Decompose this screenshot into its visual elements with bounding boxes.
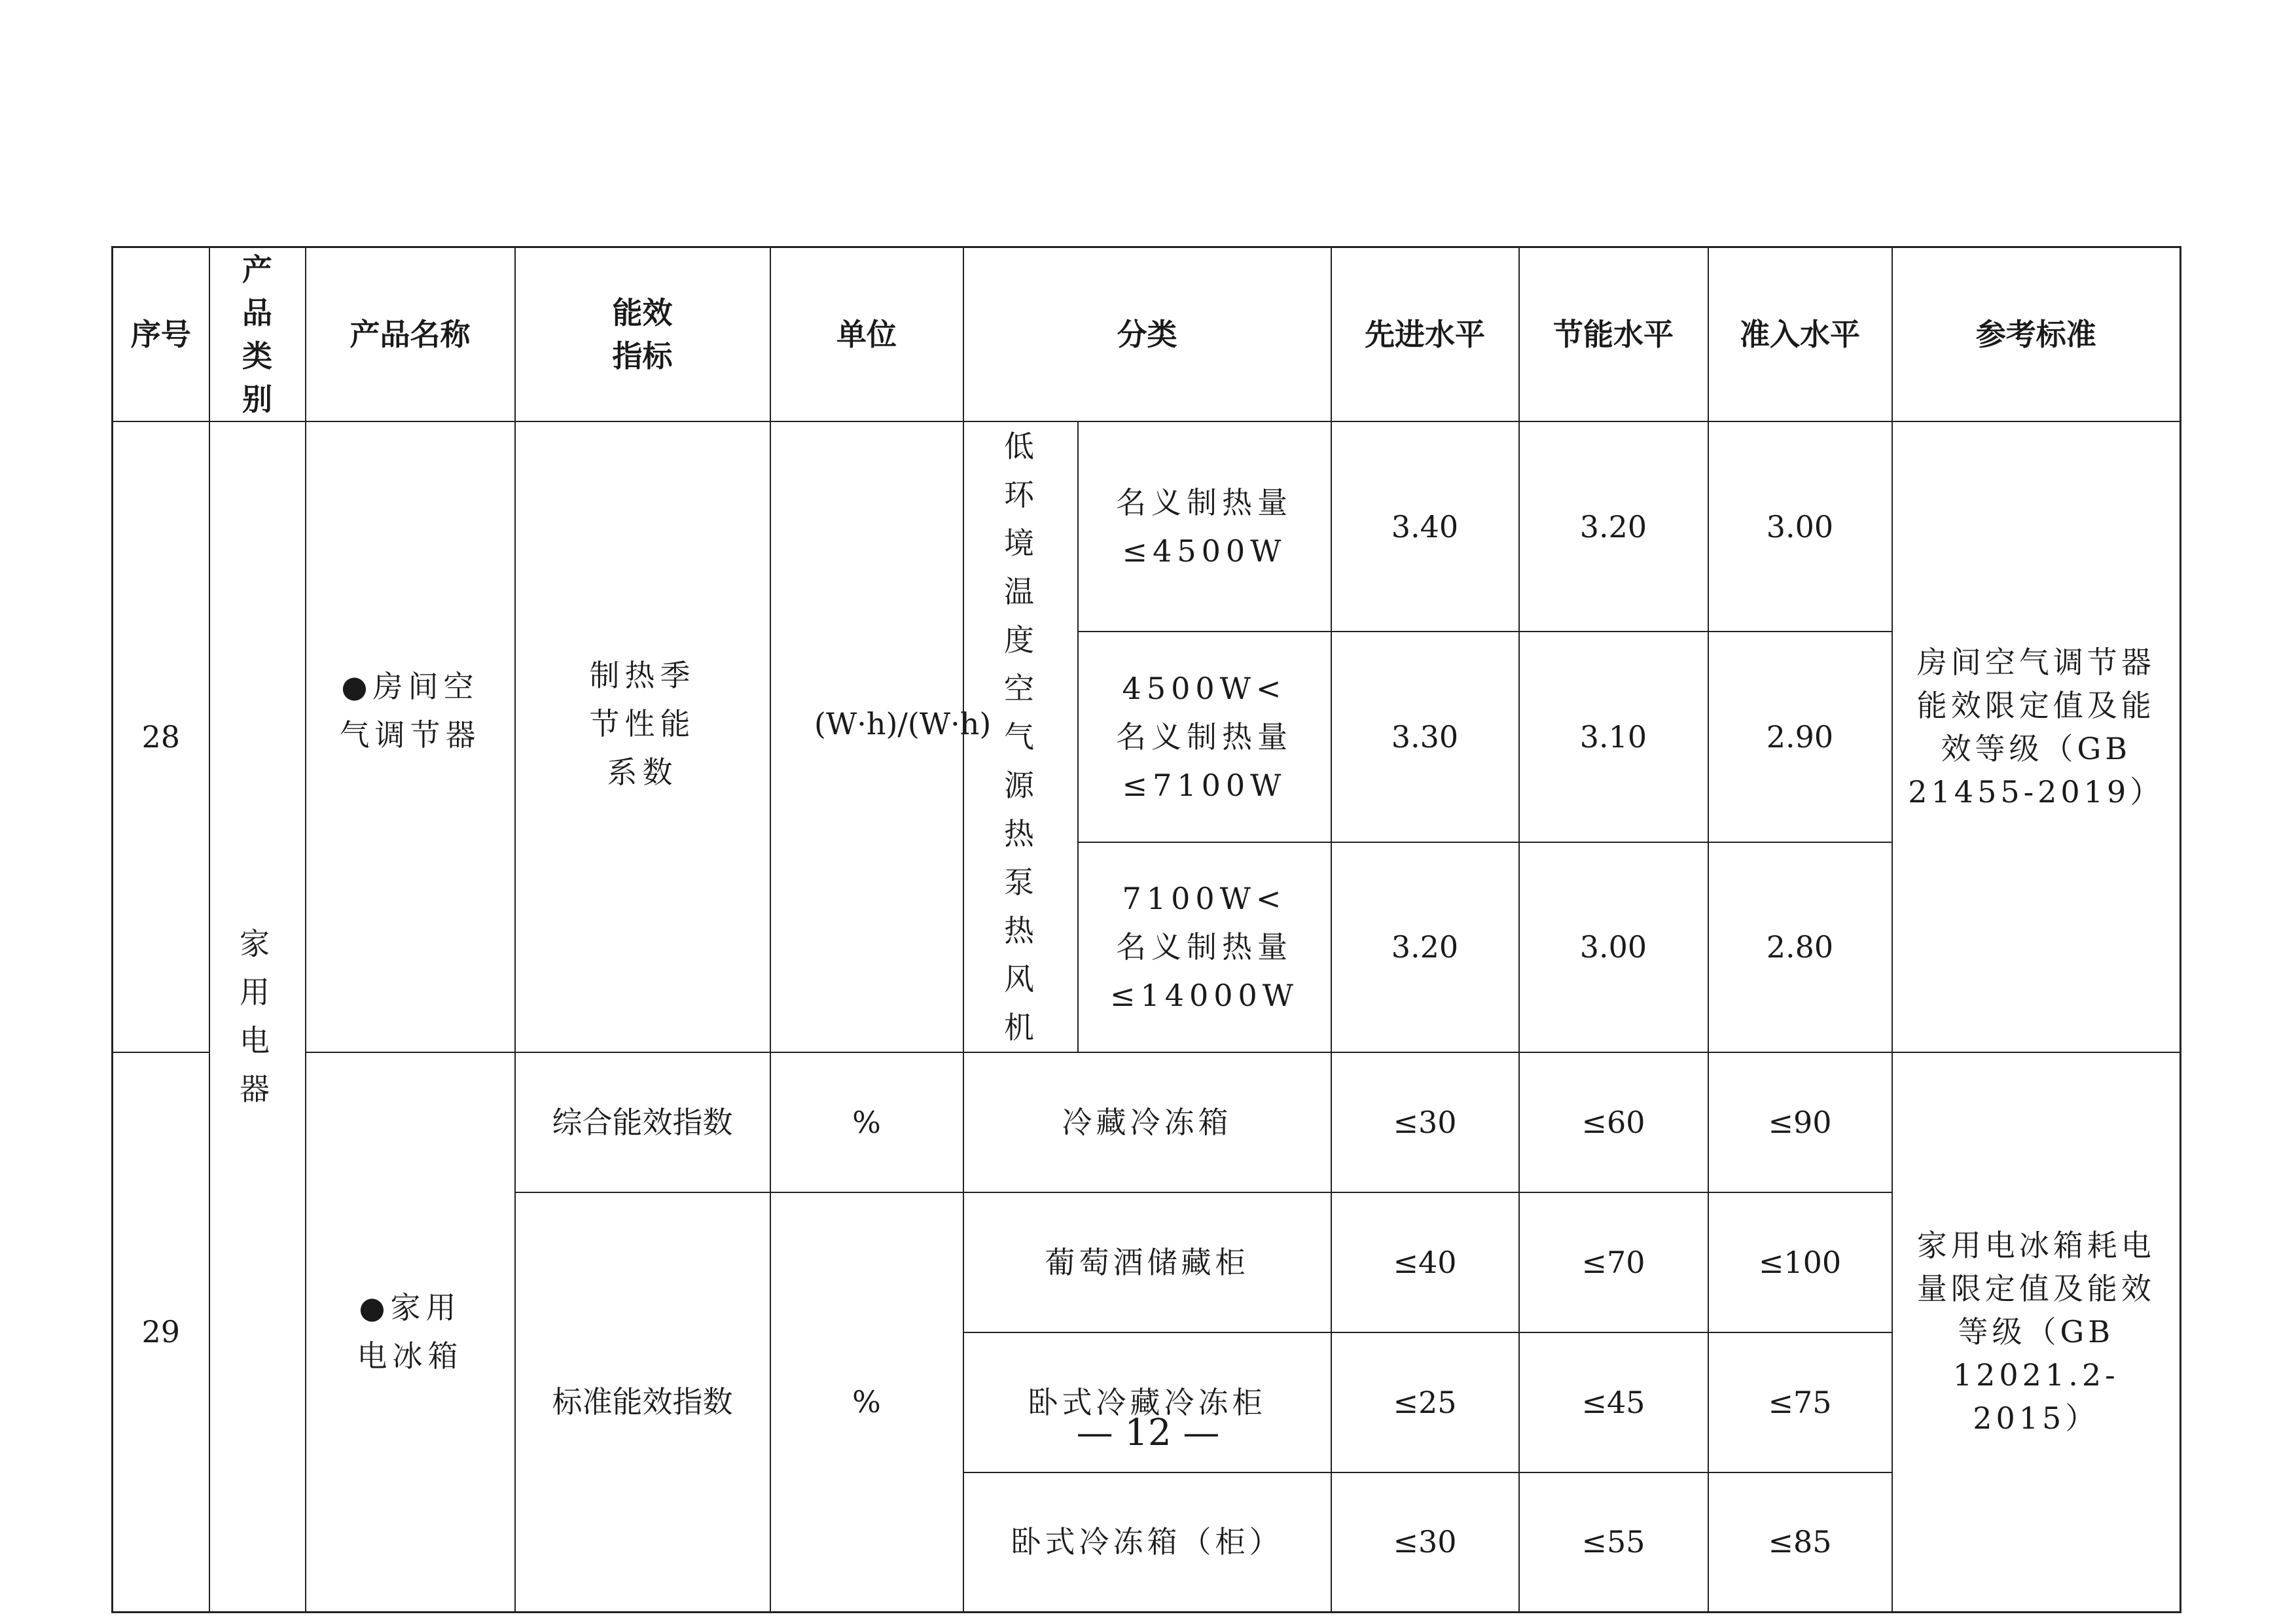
header-unit: 单位	[770, 247, 963, 422]
row-28-sub-3-class: 7100W<名义制热量≤14000W	[1078, 842, 1331, 1052]
row-29-g2-item-3-advanced: ≤30	[1331, 1472, 1519, 1612]
row-28-sub-1-advanced: 3.40	[1331, 421, 1519, 632]
row-29-seq: 29	[113, 1052, 209, 1612]
row-29-g2-item-1-saving: ≤70	[1519, 1192, 1708, 1332]
row-29-g1-item-1-saving: ≤60	[1519, 1052, 1708, 1192]
table-row	[113, 421, 2181, 632]
row-29-group-1-unit: %	[770, 1052, 963, 1192]
table-row	[113, 1052, 2181, 1192]
row-28-product-name: ●房间空气调节器	[306, 421, 515, 1052]
row-29-g2-item-3-entry: ≤85	[1708, 1472, 1892, 1612]
row-29-g2-item-2-entry: ≤75	[1708, 1332, 1892, 1472]
row-29-g1-item-1-advanced: ≤30	[1331, 1052, 1519, 1192]
row-28-sub-3-saving: 3.00	[1519, 842, 1708, 1052]
row-29-g1-item-1-entry: ≤90	[1708, 1052, 1892, 1192]
header-saving: 节能水平	[1519, 247, 1708, 422]
row-29-product-name: ●家用电冰箱	[306, 1052, 515, 1612]
header-standard: 参考标准	[1892, 247, 2181, 422]
table-header-row	[113, 247, 2181, 422]
row-29-group-1-indicator: 综合能效指数	[515, 1052, 770, 1192]
page-number: — 12 —	[1076, 1412, 1220, 1454]
row-29-g2-item-2-advanced: ≤25	[1331, 1332, 1519, 1472]
row-28-sub-1-entry: 3.00	[1708, 421, 1892, 632]
row-29-g2-item-1-class: 葡萄酒储藏柜	[963, 1192, 1331, 1332]
row-28-sub-1-saving: 3.20	[1519, 421, 1708, 632]
header-seq: 序号	[113, 247, 209, 422]
row-28-sub-3-entry: 2.80	[1708, 842, 1892, 1052]
row-28-seq: 28	[113, 421, 209, 1052]
row-28-sub-2-saving: 3.10	[1519, 632, 1708, 842]
row-28-indicator: 制热季节性能系数	[515, 421, 770, 1052]
row-29-g2-item-1-advanced: ≤40	[1331, 1192, 1519, 1332]
row-28-class-group: 低环境温度空气源热泵热风机	[963, 421, 1078, 1052]
row-29-standard: 家用电冰箱耗电量限定值及能效等级（GB 12021.2-2015）	[1892, 1052, 2181, 1612]
row-28-sub-2-advanced: 3.30	[1331, 632, 1519, 842]
header-entry: 准入水平	[1708, 247, 1892, 422]
row-29-group-2-indicator: 标准能效指数	[515, 1192, 770, 1612]
header-name: 产品名称	[306, 247, 515, 422]
header-advanced: 先进水平	[1331, 247, 1519, 422]
row-29-g2-item-2-class: 卧式冷藏冷冻柜	[963, 1332, 1331, 1472]
row-29-group-2-unit: %	[770, 1192, 963, 1612]
row-28-sub-1-class: 名义制热量≤4500W	[1078, 421, 1331, 632]
row-29-g2-item-3-class: 卧式冷冻箱（柜）	[963, 1472, 1331, 1612]
row-29-g2-item-1-entry: ≤100	[1708, 1192, 1892, 1332]
row-28-standard: 房间空气调节器能效限定值及能效等级（GB 21455-2019）	[1892, 421, 2181, 1052]
row-28-unit: (W·h)/(W·h)	[770, 421, 963, 1052]
header-indicator: 能效指标	[515, 247, 770, 422]
row-29-g2-item-3-saving: ≤55	[1519, 1472, 1708, 1612]
row-29-g1-item-1-class: 冷藏冷冻箱	[963, 1052, 1331, 1192]
row-28-sub-2-entry: 2.90	[1708, 632, 1892, 842]
header-classification: 分类	[963, 247, 1331, 422]
header-category: 产品类别	[209, 247, 306, 422]
row-29-g2-item-2-saving: ≤45	[1519, 1332, 1708, 1472]
product-category-cell: 家用电器	[209, 421, 306, 1612]
row-28-sub-3-advanced: 3.20	[1331, 842, 1519, 1052]
row-28-sub-2-class: 4500W<名义制热量≤7100W	[1078, 632, 1331, 842]
